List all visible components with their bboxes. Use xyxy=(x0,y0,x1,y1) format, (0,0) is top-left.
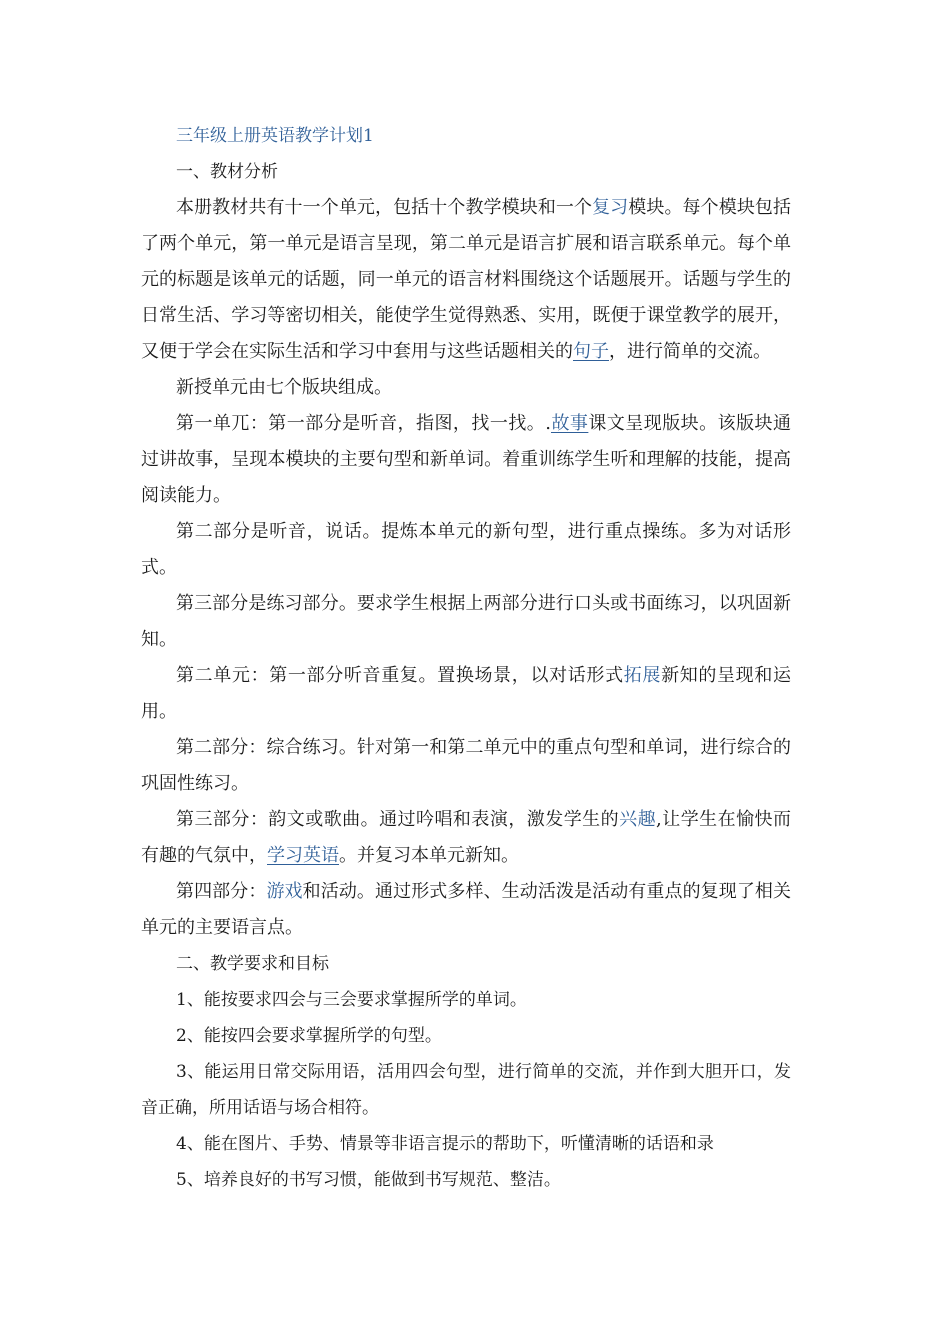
text: 模块。每个模块包括了两个单元，第一单元是语言呈现，第二单元是语言扩展和语言联系单元。每个单元的标题是该单元的话题，同一单元的语言材料围绕这个话题展开。话题与学生的日常生活、学习等密切相关，能使学生觉得熟悉、实用，既便于课堂教学的展开，又便于学会在实际生活和学习中套用与这些话题相关的 xyxy=(141,197,792,362)
text: 和活动。通过形式多样、生动活泼是活动有重点的复现了相关单元的主要语言点。 xyxy=(141,881,792,938)
text: 第二单元：第一部分听音重复。置换场景，以对话形式 xyxy=(176,665,624,686)
paragraph-overview xyxy=(141,190,791,370)
paragraph-new-units: 新授单元由七个版块组成。 xyxy=(176,377,392,398)
link-interest[interactable]: 兴趣 xyxy=(619,809,657,830)
paragraph-part-three: 第三部分是练习部分。要求学生根据上两部分进行口头或书面练习，以巩固新知。 xyxy=(141,593,791,650)
text: 第三部分：韵文或歌曲。通过吟唱和表演，激发学生的 xyxy=(176,809,620,830)
link-story[interactable]: 故事 xyxy=(550,413,589,434)
goal-item-4: 4、能在图片、手势、情景等非语言提示的帮助下，听懂清晰的话语和录 xyxy=(176,1134,714,1154)
goal-item-2: 2、能按四会要求掌握所学的句型。 xyxy=(176,1026,442,1046)
text: 新知的呈现和运用。 xyxy=(141,665,791,722)
link-sentences[interactable]: 句子 xyxy=(573,341,609,362)
link-expand[interactable]: 拓展 xyxy=(623,665,662,686)
paragraph-unit-one xyxy=(141,406,791,514)
link-games[interactable]: 游戏 xyxy=(266,881,303,902)
text: ,让学生在愉快而有趣的气氛中， xyxy=(141,809,792,866)
paragraph-part-two: 第二部分是听音，说话。提炼本单元的新句型，进行重点操练。多为对话形式。 xyxy=(141,521,791,578)
goal-item-1: 1、能按要求四会与三会要求掌握所学的单词。 xyxy=(176,990,527,1010)
paragraph-unit-two xyxy=(141,658,791,730)
text: 本册教材共有十一个单元，包括十个教学模块和一个 xyxy=(176,197,593,218)
paragraph-comprehensive-practice: 第二部分：综合练习。针对第一和第二单元中的重点句型和单词，进行综合的巩固性练习。 xyxy=(141,737,791,794)
link-review[interactable]: 复习 xyxy=(592,197,629,218)
goal-item-5: 5、培养良好的书写习惯，能做到书写规范、整洁。 xyxy=(176,1170,561,1190)
text: ，进行简单的交流。 xyxy=(609,341,771,362)
text: 课文呈现版块。该版块通过讲故事，呈现本模块的主要句型和新单词。着重训练学生听和理解的技能，提高阅读能力。 xyxy=(141,413,791,506)
text: 第四部分： xyxy=(176,881,267,902)
text: 第一单兀：第一部分是听音，指图，找一找。. xyxy=(176,413,551,434)
document-page xyxy=(141,118,791,1198)
goal-item-3: 3、能运用日常交际用语，活用四会句型，进行简单的交流，并作到大胆开口，发音正确，所用话语与场合相符。 xyxy=(141,1062,791,1118)
paragraph-games-activities xyxy=(141,874,791,946)
section-heading-materials: 一、教材分析 xyxy=(176,162,278,182)
text: 。并复习本单元新知。 xyxy=(339,845,519,866)
link-learn-english[interactable]: 学习英语 xyxy=(267,845,339,866)
paragraph-rhymes-songs xyxy=(141,802,791,874)
section-heading-goals: 二、教学要求和目标 xyxy=(176,954,329,974)
document-title: 三年级上册英语教学计划1 xyxy=(176,126,374,146)
